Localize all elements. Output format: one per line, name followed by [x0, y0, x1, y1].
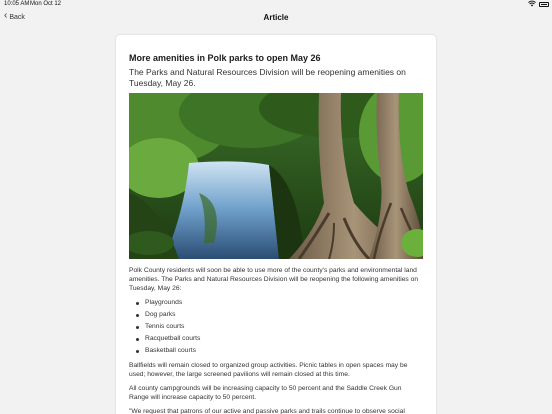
battery-icon — [539, 2, 549, 7]
status-date: Mon Oct 12 — [30, 1, 62, 7]
nav-bar — [0, 9, 552, 27]
article-lede: The Parks and Natural Resources Division will be reopening amenities on Tuesday, May 26. — [129, 67, 406, 88]
status-time: 10:05 AM — [4, 1, 30, 7]
status-bar — [0, 0, 552, 9]
article-card — [116, 35, 436, 414]
chevron-left-icon: ‹ — [4, 10, 8, 21]
list-item: Basketball courts — [129, 345, 423, 357]
list-item: Tennis courts — [129, 321, 423, 333]
article-headline: More amenities in Polk parks to open May 26 — [129, 53, 321, 63]
article-paragraph-1: Polk County residents will soon be able to use more of the county's parks and environmental land amenities. The Parks and Natural Resources Division will be reopening the following amenities on Tuesday, May 26: — [129, 267, 419, 292]
back-label: Back — [9, 13, 25, 21]
article-paragraph-4: "We request that patrons of our active and passive parks and trails continue to observe social — [129, 408, 405, 414]
article-paragraph-3: All county campgrounds will be increasing capacity to 50 percent and the Saddle Creek Gun Range will increase capacity to 50 percent. — [129, 385, 402, 401]
list-item: Playgrounds — [129, 297, 423, 309]
page-title: Article — [263, 13, 289, 22]
wifi-icon — [528, 0, 536, 9]
list-item: Dog parks — [129, 309, 423, 321]
amenities-list — [129, 297, 423, 357]
article-hero-image — [129, 93, 423, 259]
list-item: Racquetball courts — [129, 333, 423, 345]
article-paragraph-2: Ballfields will remain closed to organized group activities. Picnic tables in open spaces may be used; however, the large screened pavilions will remain closed at this time. — [129, 362, 408, 378]
